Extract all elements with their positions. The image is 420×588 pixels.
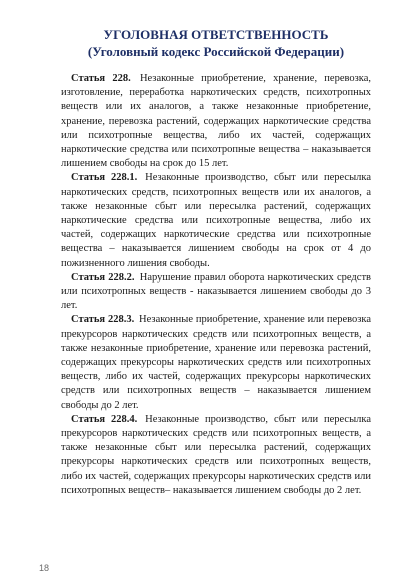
- article-title: Статья 228.3.: [71, 314, 135, 326]
- article-228-4: [61, 413, 371, 498]
- article-228-1: [61, 171, 371, 270]
- articles-list: [61, 72, 371, 498]
- page-number: 18: [39, 563, 50, 573]
- document-subtitle: (Уголовный кодекс Российской Федерации): [87, 44, 345, 59]
- article-text: Незаконные приобретение, хранение или перевозка прекурсоров наркотических средств или психотропных веществ, а также незаконные приобретение, хранение или перевозка растений, содержащих прекурсоры наркотических средств или психотропных веществ, либо их частей, содержащих прекурсоры наркотических средств или психотропных веществ – наказывается лишением свободы до 2 лет.: [61, 314, 372, 411]
- document-title: УГОЛОВНАЯ ОТВЕТСТВЕННОСТЬ: [103, 27, 329, 42]
- article-title: Статья 228.1.: [71, 172, 138, 184]
- article-228-2: [61, 271, 371, 314]
- article-text: Незаконные производство, сбыт или пересылка наркотических средств, психотропных веществ или их аналогов, а также незаконные сбыт или пересылка растений, содержащих наркотические средства или психотропные вещества, либо их частей, содержащих наркотические средства или психотропные вещества – наказывается лишением свободы на срок от 4 до пожизненного лишения свободы.: [61, 172, 371, 269]
- article-title: Статья 228.: [71, 73, 131, 84]
- article-text: Нарушение правил оборота наркотических средств или психотропных веществ - наказывается лишением свободы до 3 лет.: [61, 271, 371, 312]
- article-228-3: [61, 313, 371, 412]
- article-228: [61, 72, 371, 171]
- article-title: Статья 228.4.: [71, 413, 138, 425]
- article-text: Незаконные приобретение, хранение, перевозка, изготовление, переработка наркотических средств, психотропных веществ или их аналогов, а также незаконные приобретение, хранение, перевозка растений, содержащих наркотические средства или психотропные вещества, либо их частей, содержащих наркотические средства или психотропные вещества – наказывается лишением свободы на срок до 15 лет.: [61, 73, 371, 170]
- article-text: Незаконные производство, сбыт или пересылка прекурсоров наркотических средств или психотропных веществ, а также незаконные сбыт или пересылка растений, содержащих прекурсоры наркотических средств или психотропных веществ, либо их частей, содержащих прекурсоры наркотических средств или психотропных веществ– наказывается лишением свободы до 2 лет.: [61, 413, 371, 496]
- article-title: Статья 228.2.: [71, 271, 135, 283]
